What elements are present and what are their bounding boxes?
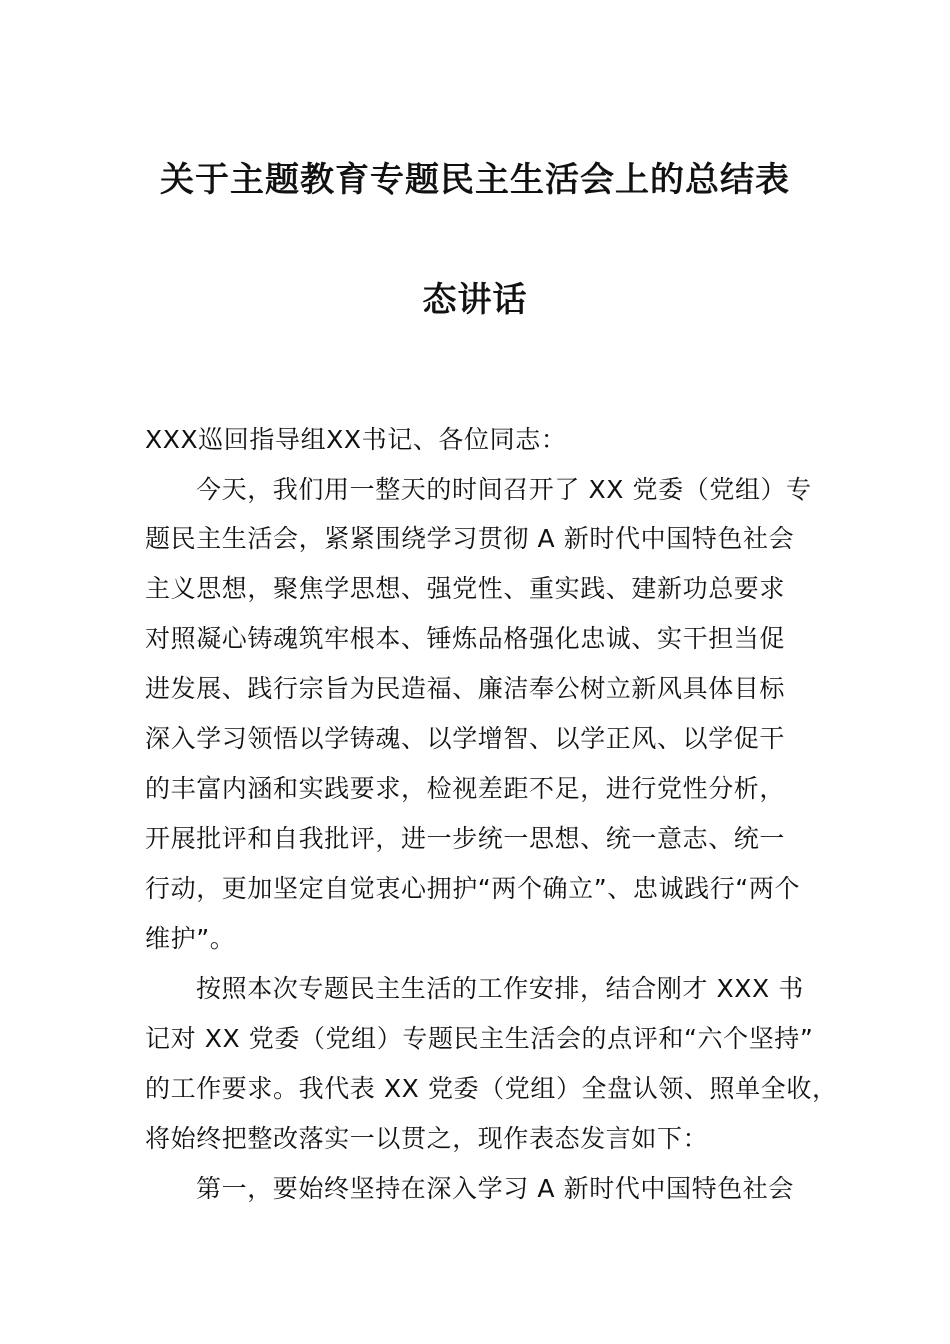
document-title-line-1: 关于主题教育专题民主生活会上的总结表 [160, 160, 790, 200]
document-title-line-2: 态讲话 [422, 280, 528, 320]
salutation: XXX巡回指导组XX书记、各位同志： [145, 425, 567, 454]
paragraph-line: 今天，我们用一整天的时间召开了 XX 党委（党组）专 [196, 475, 812, 504]
paragraph-line: 主义思想，聚焦学思想、强党性、重实践、建新功总要求 [145, 574, 786, 603]
paragraph-line: 维护”。 [145, 924, 236, 953]
paragraph-line: 行动，更加坚定自觉衷心拥护“两个确立”、忠诚践行“两个 [145, 874, 801, 903]
paragraph-line: 的工作要求。我代表 XX 党委（党组）全盘认领、照单全收， [145, 1074, 838, 1103]
paragraph-line: 将始终把整改落实一以贯之，现作表态发言如下： [145, 1124, 709, 1153]
paragraph-line: 进发展、践行宗旨为民造福、廉洁奉公树立新风具体目标 [145, 674, 786, 703]
paragraph-line: 题民主生活会，紧紧围绕学习贯彻 A 新时代中国特色社会 [145, 524, 795, 553]
paragraph-line: 开展批评和自我批评，进一步统一思想、统一意志、统一 [145, 824, 786, 853]
paragraph-line: 深入学习领悟以学铸魂、以学增智、以学正风、以学促干 [145, 724, 786, 753]
paragraph-line: 记对 XX 党委（党组）专题民主生活会的点评和“六个坚持” [145, 1024, 814, 1053]
paragraph-line: 按照本次专题民主生活的工作安排，结合刚才 XXX 书 [196, 974, 804, 1003]
paragraph-line: 第一，要始终坚持在深入学习 A 新时代中国特色社会 [196, 1174, 794, 1203]
paragraph-line: 的丰富内涵和实践要求，检视差距不足，进行党性分析， [145, 774, 786, 803]
paragraph-line: 对照凝心铸魂筑牢根本、锤炼品格强化忠诚、实干担当促 [145, 624, 786, 653]
